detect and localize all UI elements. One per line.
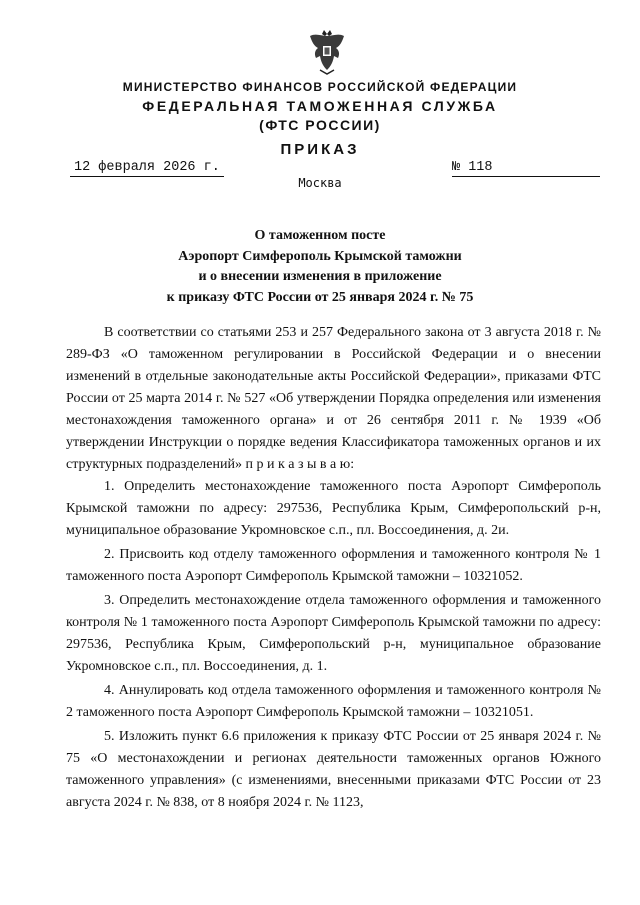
heading-line: к приказу ФТС России от 25 января 2024 г. № 75 <box>166 289 474 305</box>
order-date: 12 февраля 2026 г. <box>70 160 224 177</box>
document-body <box>66 322 601 814</box>
coat-of-arms-icon <box>306 28 348 76</box>
order-number: № 118 <box>452 160 600 177</box>
clause-paragraph: 5. Изложить пункт 6.6 приложения к приказу ФТС России от 25 января 2024 г. № 75 «О местонахождении и регионах деятельности таможенных органов Южного таможенного управления» (с изменениями, внесенными приказами ФТС России от 23 августа 2024 г. № 838, от 8 ноября 2024 г. № 1123, <box>66 729 601 810</box>
heading-line: О таможенном посте <box>254 228 386 243</box>
service-name: ФЕДЕРАЛЬНАЯ ТАМОЖЕННАЯ СЛУЖБА <box>142 98 498 114</box>
heading-line: Аэропорт Симферополь Крымской таможни <box>178 248 462 264</box>
ministry-name: МИНИСТЕРСТВО ФИНАНСОВ РОССИЙСКОЙ ФЕДЕРАЦИИ <box>122 80 518 94</box>
heading-line: и о внесении изменения в приложение <box>198 269 442 284</box>
clause-paragraph: 4. Аннулировать код отдела таможенного оформления и таможенного контроля № 2 таможенного поста Аэропорт Симферополь Крымской таможни – 10321051. <box>66 683 601 720</box>
city: Москва <box>298 176 342 190</box>
document-type: ПРИКАЗ <box>280 141 360 158</box>
clause-paragraph: 1. Определить местонахождение таможенного поста Аэропорт Симферополь Крымской таможни по адресу: 297536, Республика Крым, Симферопольский р-н, муниципальное образование Укромновское с.п., пл. Воссоединения, д. 2и. <box>66 479 601 538</box>
preamble-paragraph: В соответствии со статьями 253 и 257 Федерального закона от 3 августа 2018 г. № 289-ФЗ «О таможенном регулировании в Российской Федерации и о внесении изменений в отдельные законодательные акты Российской Федерации», приказами ФТС России от 25 марта 2014 г. № 527 «Об утверждении Порядка определения или изменения местонахождения таможенного органа» и от 26 сентября 2011 г. № 1939 «Об утверждении Инструкции о порядке ведения Классификатора таможенных органов и их структурных подразделений» п р и к а з ы в а ю: <box>66 325 601 472</box>
clause-paragraph: 2. Присвоить код отделу таможенного оформления и таможенного контроля № 1 таможенного поста Аэропорт Симферополь Крымской таможни – 10321052. <box>66 547 601 584</box>
clause-paragraph: 3. Определить местонахождение отдела таможенного оформления и таможенного контроля № 1 таможенного поста Аэропорт Симферополь Крымской таможни по адресу: 297536, Республика Крым, Симферопольский р-н, муниципальное образование Укромновское с.п., пл. Воссоединения, д. 1. <box>66 593 601 674</box>
service-abbreviation: (ФТС РОССИИ) <box>259 117 381 133</box>
order-heading <box>0 226 640 308</box>
